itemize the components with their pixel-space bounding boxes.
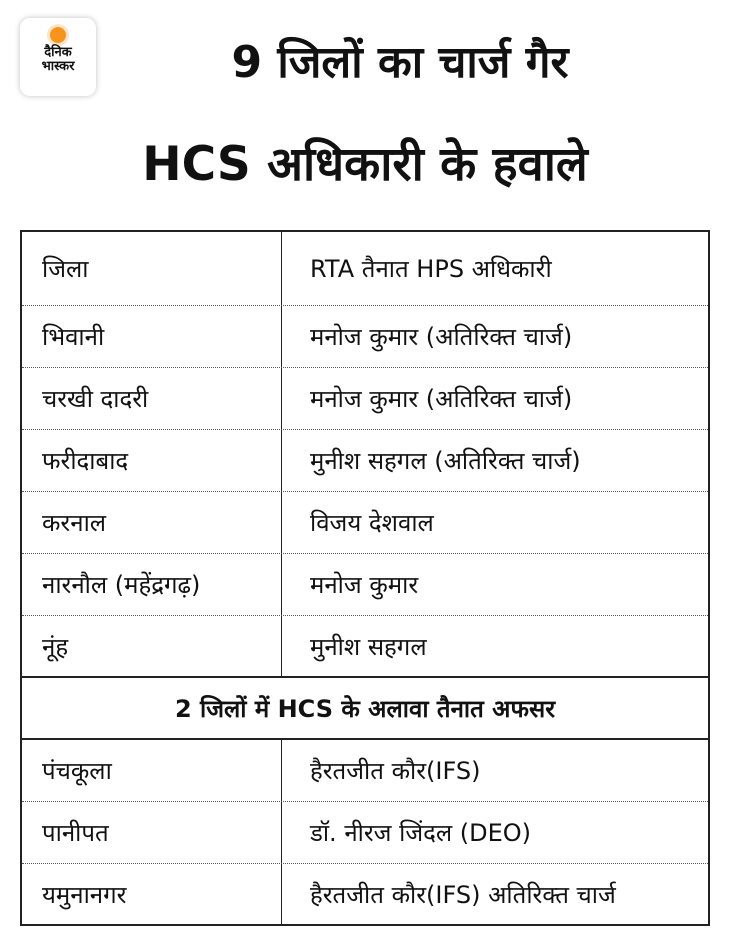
table-row [22,368,708,430]
district-cell: यमुनानगर [22,864,282,924]
officer-cell: विजय देशवाल [310,509,434,537]
officer-cell: मनोज कुमार (अतिरिक्त चार्ज) [310,385,573,413]
district-cell: चरखी दादरी [22,368,282,429]
district-cell: भिवानी [22,306,282,367]
table-row [22,554,708,616]
officer-cell: मुनीश सहगल [310,632,427,661]
section-heading-row [22,678,708,740]
district-cell: करनाल [22,492,282,553]
table-row [22,306,708,368]
officer-cell: मुनीश सहगल (अतिरिक्त चार्ज) [310,447,581,475]
section-heading: 2 जिलों में HCS के अलावा तैनात अफसर [174,694,556,723]
officer-cell: डॉ. नीरज जिंदल (DEO) [310,819,532,847]
header-officer: RTA तैनात HPS अधिकारी [310,255,552,283]
table-row [22,802,708,864]
district-cell: नूंह [22,616,282,676]
district-cell: नारनौल (महेंद्रगढ़) [22,554,282,615]
officers-table [20,230,710,926]
district-cell: फरीदाबाद [22,430,282,491]
table-row [22,616,708,678]
logo-text-line1: दैनिक [44,45,72,60]
header-district: जिला [22,232,282,305]
district-cell: पानीपत [22,802,282,863]
officer-cell: मनोज कुमार (अतिरिक्त चार्ज) [310,323,573,351]
district-cell: पंचकूला [22,740,282,801]
table-header-row [22,232,708,306]
table-row [22,492,708,554]
officer-cell: हैरतजीत कौर(IFS) [310,757,481,785]
table-row [22,740,708,802]
table-row [22,864,708,924]
logo-text-line2: भास्कर [41,59,75,74]
headline-line2: HCS अधिकारी के हवाले [142,137,588,192]
headline-line1: 9 जिलों का चार्ज गैर [231,37,569,88]
table-row [22,430,708,492]
officer-cell: हैरतजीत कौर(IFS) अतिरिक्त चार्ज [310,880,616,909]
officer-cell: मनोज कुमार [310,571,419,599]
